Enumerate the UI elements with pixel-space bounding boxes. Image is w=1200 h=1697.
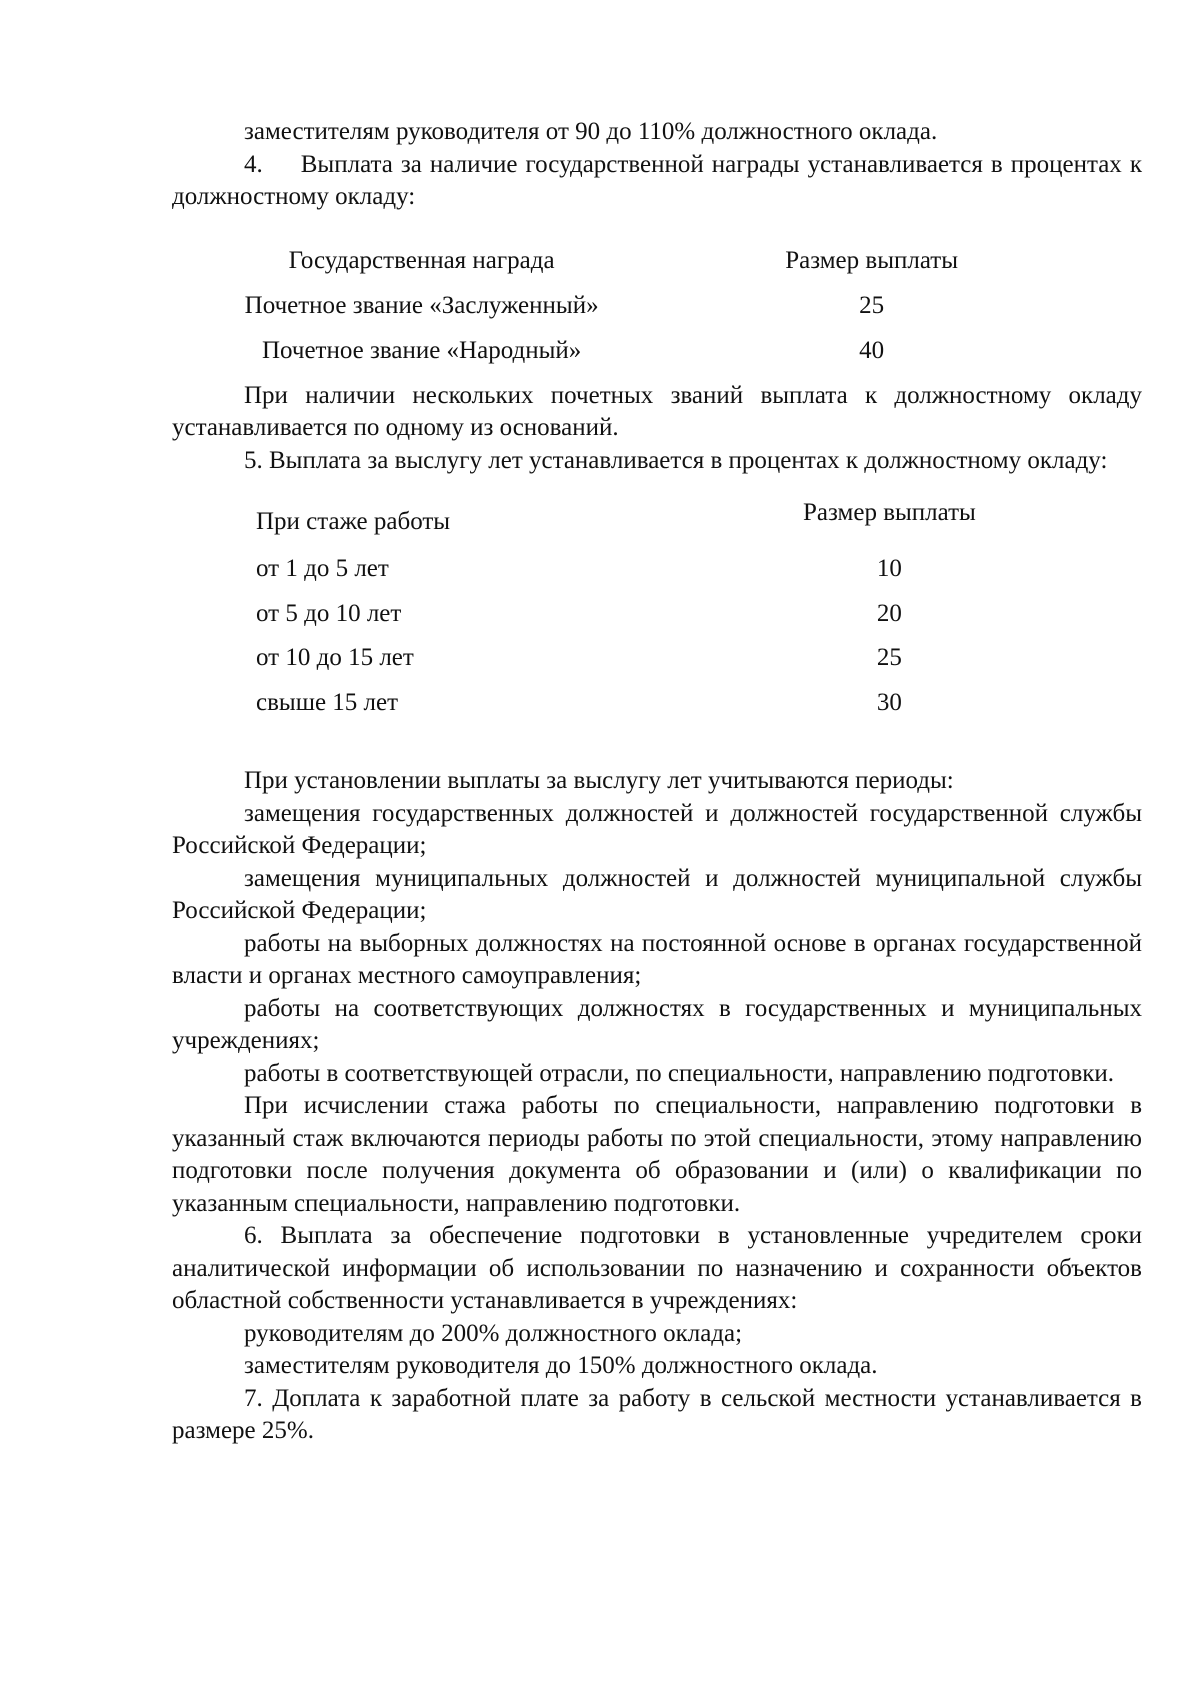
paragraph-item-7: 7. Доплата к заработной плате за работу в сельской местности устанавливается в размере 25%.	[172, 1384, 1142, 1444]
paragraph-item-5: 5. Выплата за выслугу лет устанавливается в процентах к должностному окладу:	[244, 446, 1108, 474]
award-name: Почетное звание «Народный»	[261, 336, 582, 364]
table-header-row	[172, 497, 1142, 547]
paragraph-specialty-calc: При исчислении стажа работы по специальности, направлению подготовки в указанный стаж включаются периоды работы по этой специальности, этому направлению подготовки после получения документа об образовании и (или) о квалификации по указанным специальности, направлению подготовки.	[172, 1092, 1142, 1217]
table-row	[172, 681, 1142, 726]
paragraph-state-positions: замещения государственных должностей и должностей государственной службы Российской Федерации;	[172, 799, 1142, 859]
item-text: Выплата за наличие государственной награды устанавливается в процентах к должностному окладу:	[172, 150, 1142, 210]
seniority-period: от 10 до 15 лет	[256, 644, 414, 671]
paragraph-periods-intro: При установлении выплаты за выслугу лет учитываются периоды:	[244, 767, 954, 794]
document-page	[172, 116, 1142, 1448]
seniority-table	[172, 497, 1142, 725]
seniority-header-period: При стаже работы	[256, 507, 451, 535]
table-row	[172, 636, 1142, 681]
seniority-period: от 1 до 5 лет	[256, 555, 389, 582]
table-row	[172, 547, 1142, 592]
awards-header-award: Государственная награда	[288, 246, 555, 274]
paragraph-institutions: работы на соответствующих должностях в государственных и муниципальных учреждениях;	[172, 994, 1142, 1054]
seniority-header-payment: Размер выплаты	[803, 499, 976, 526]
seniority-period: свыше 15 лет	[256, 688, 399, 716]
award-value: 40	[859, 336, 885, 364]
seniority-value: 20	[876, 599, 902, 627]
awards-header-payment: Размер выплаты	[785, 246, 959, 274]
paragraph-industry-work: работы в соответствующей отрасли, по специальности, направлению подготовки.	[244, 1059, 1115, 1087]
table-row	[172, 592, 1142, 637]
paragraph-item-4	[172, 149, 1142, 214]
table-row	[172, 284, 1142, 329]
paragraph-deputies-90-110: заместителям руководителя от 90 до 110% должностного оклада.	[244, 118, 938, 145]
paragraph-elected-positions: работы на выборных должностях на постоянной основе в органах государственной власти и органах местного самоуправления;	[172, 929, 1142, 989]
paragraph-heads-200: руководителям до 200% должностного оклада;	[244, 1319, 743, 1347]
seniority-value: 10	[876, 555, 902, 582]
seniority-period: от 5 до 10 лет	[256, 599, 402, 627]
awards-table	[172, 239, 1142, 374]
paragraph-municipal-positions: замещения муниципальных должностей и должностей муниципальной службы Российской Федерации;	[172, 864, 1142, 924]
award-value: 25	[859, 291, 885, 319]
award-name: Почетное звание «Заслуженный»	[244, 291, 599, 319]
paragraph-deputies-150: заместителям руководителя до 150% должностного оклада.	[244, 1352, 878, 1379]
paragraph-multiple-titles: При наличии нескольких почетных званий выплата к должностному окладу устанавливается по одному из оснований.	[172, 381, 1142, 441]
item-number: 4.	[244, 150, 263, 178]
seniority-value: 25	[876, 644, 902, 671]
table-header-row	[172, 239, 1142, 284]
table-row	[172, 329, 1142, 374]
seniority-value: 30	[876, 688, 902, 716]
paragraph-item-6: 6. Выплата за обеспечение подготовки в установленные учредителем сроки аналитической информации об использовании по назначению и сохранности объектов областной собственности устанавливается в учреждениях:	[172, 1222, 1142, 1314]
